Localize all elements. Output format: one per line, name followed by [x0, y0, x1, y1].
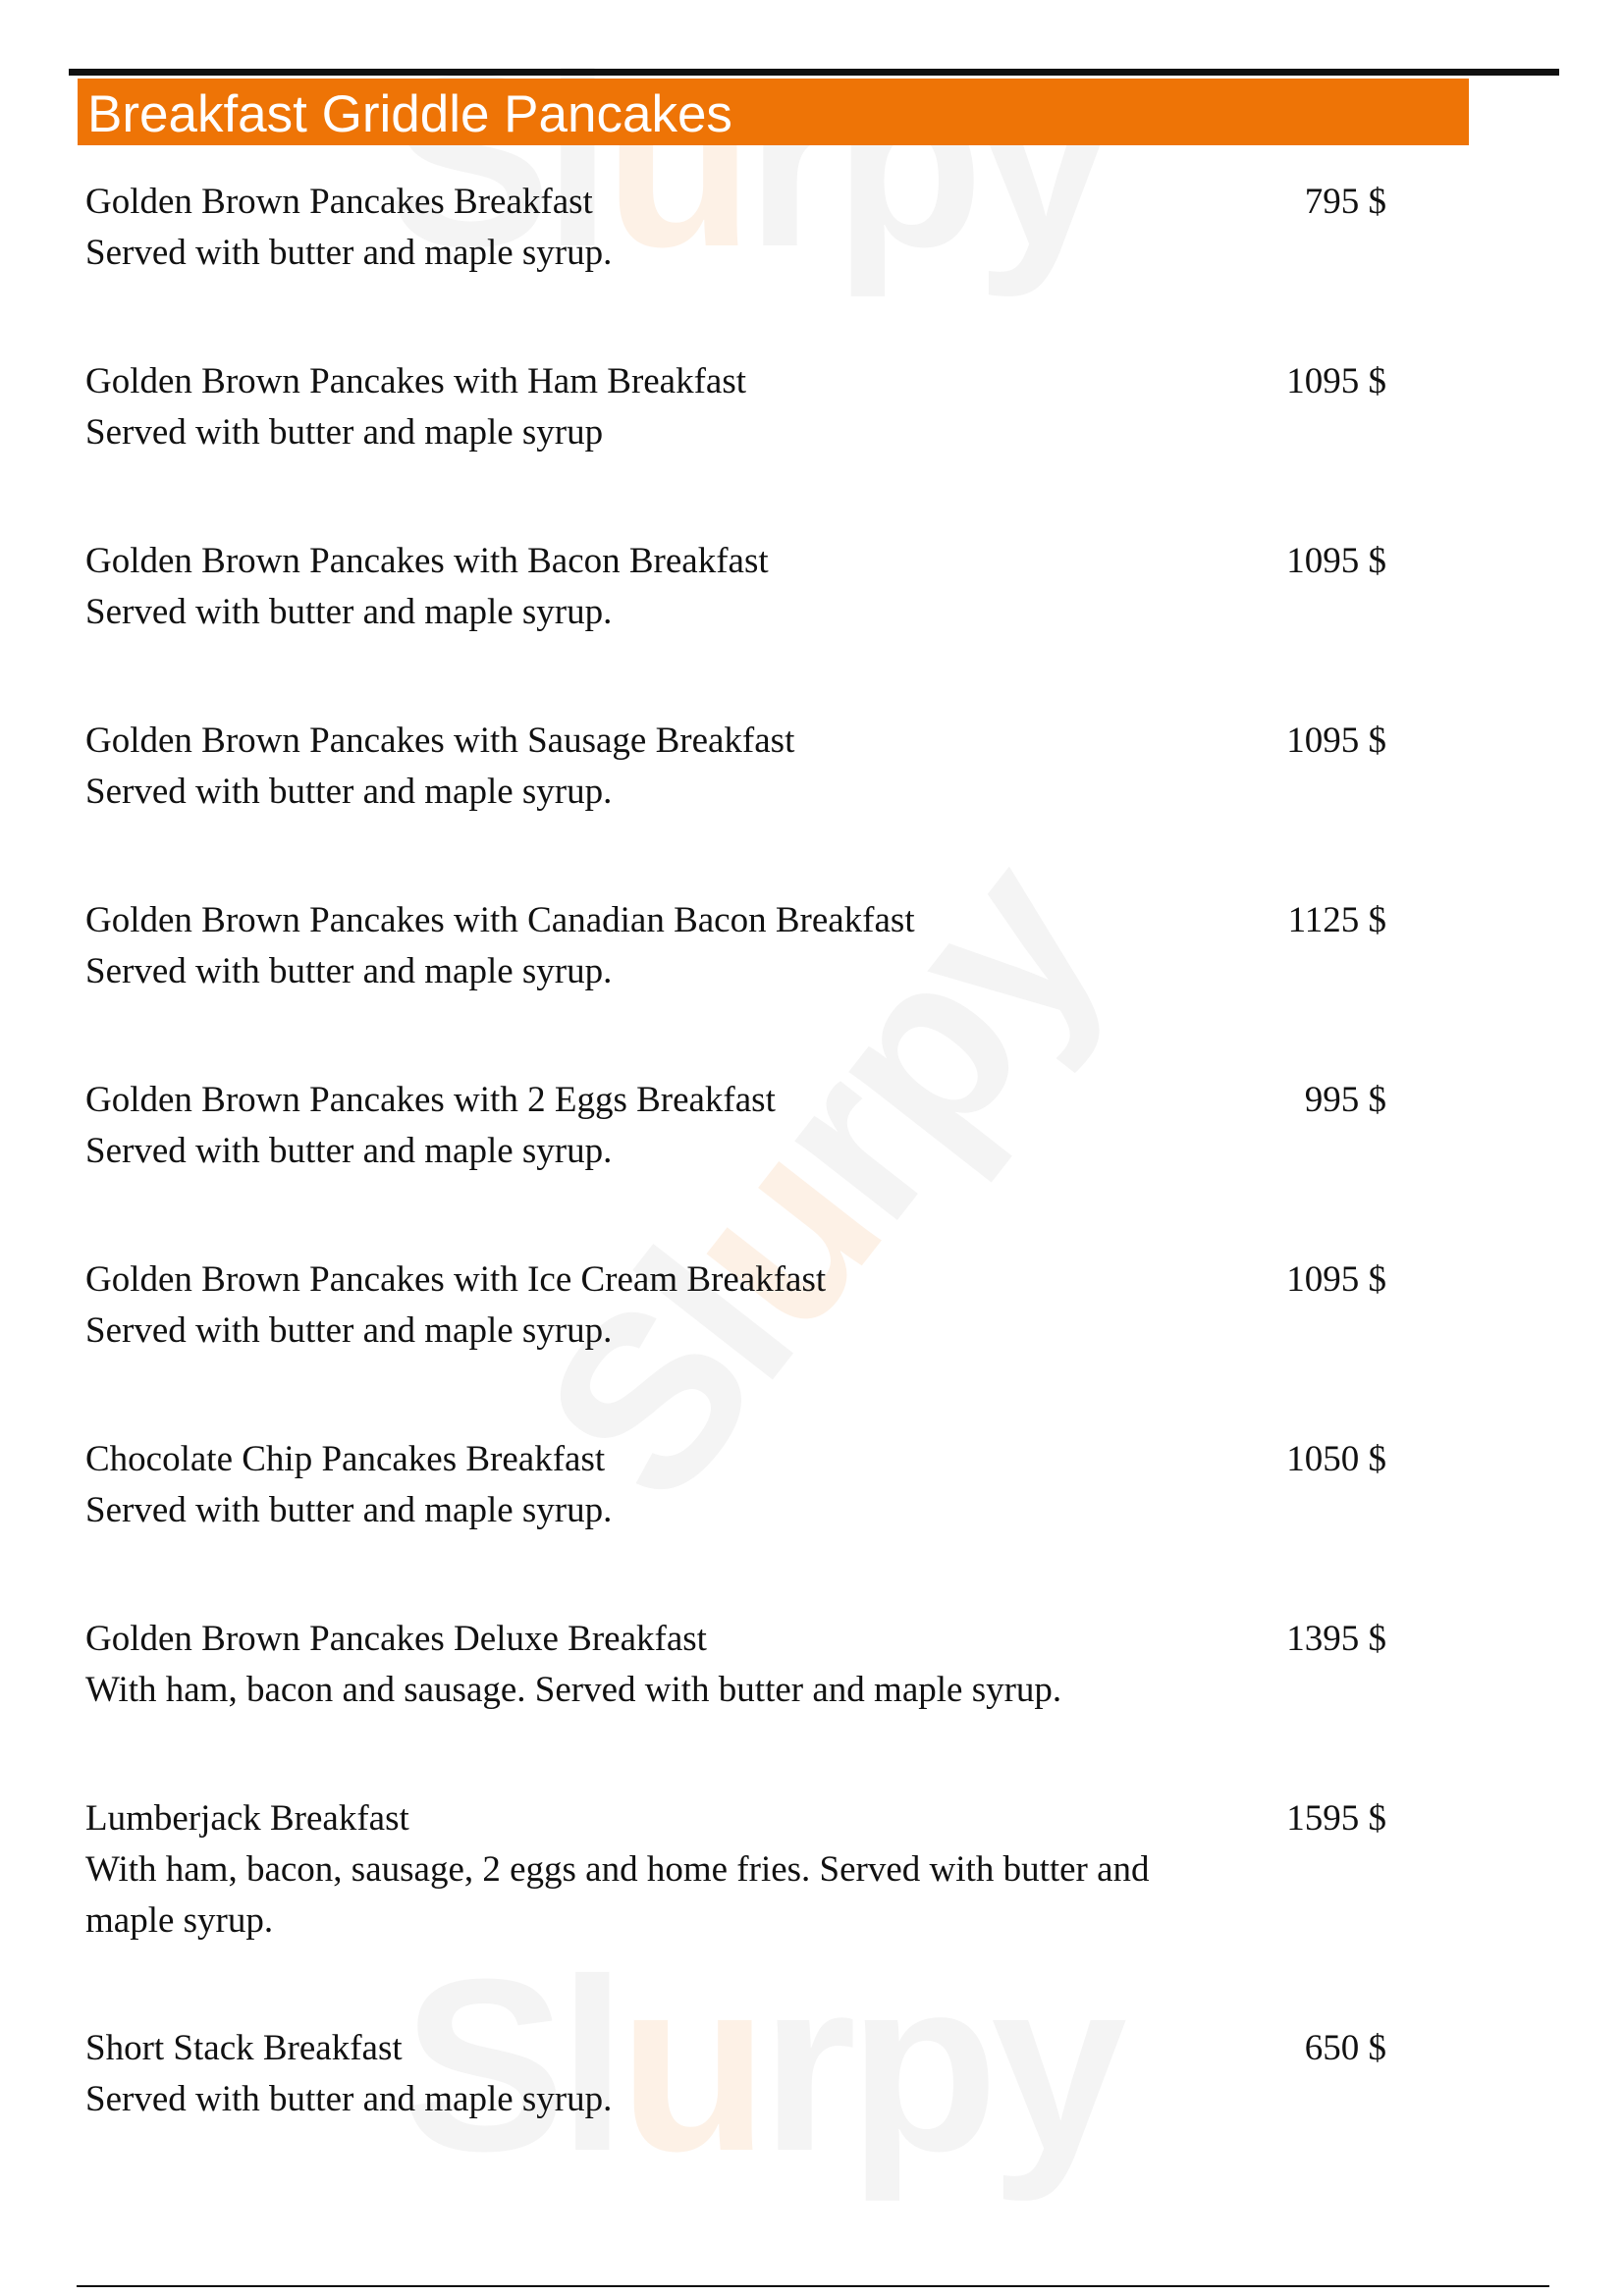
- item-name: Golden Brown Pancakes with Sausage Breakfast: [85, 721, 795, 761]
- item-name: Golden Brown Pancakes with 2 Eggs Breakfast: [85, 1080, 776, 1120]
- item-price: 650 $: [1304, 2028, 1386, 2068]
- item-description: Served with butter and maple syrup.: [85, 1490, 613, 1530]
- item-description: Served with butter and maple syrup.: [85, 772, 613, 812]
- item-description: Served with butter and maple syrup.: [85, 233, 613, 273]
- item-description: Served with butter and maple syrup: [85, 412, 604, 453]
- watermark-highlight: u: [604, 24, 746, 297]
- item-price: 1395 $: [1286, 1619, 1386, 1659]
- section-header: [78, 79, 1469, 145]
- item-price: 1095 $: [1286, 721, 1386, 761]
- item-name: Golden Brown Pancakes Breakfast: [85, 182, 593, 222]
- item-price: 1050 $: [1286, 1439, 1386, 1479]
- item-price: 1095 $: [1286, 541, 1386, 581]
- menu-item: [85, 716, 1386, 818]
- menu-item: [85, 536, 1386, 638]
- menu-item: [85, 895, 1386, 997]
- item-name: Golden Brown Pancakes with Bacon Breakfast: [85, 541, 769, 581]
- bottom-divider: [77, 2285, 1549, 2287]
- watermark-highlight: u: [619, 1928, 761, 2202]
- watermark-highlight: u: [623, 1096, 928, 1378]
- item-price: 1095 $: [1286, 361, 1386, 401]
- item-name: Golden Brown Pancakes with Canadian Bacon Breakfast: [85, 900, 915, 940]
- menu-item: [85, 1075, 1386, 1177]
- item-price: 1595 $: [1286, 1798, 1386, 1839]
- item-price: 1125 $: [1287, 900, 1386, 940]
- item-description: With ham, bacon, sausage, 2 eggs and home fries. Served with butter and maple syrup.: [85, 1849, 1150, 1941]
- menu-item: [85, 1255, 1386, 1357]
- item-price: 995 $: [1304, 1080, 1386, 1120]
- item-description: Served with butter and maple syrup.: [85, 1131, 613, 1171]
- watermark-suffix: [712, 815, 1149, 1265]
- menu-item: [85, 1793, 1386, 1947]
- item-name: Golden Brown Pancakes with Ice Cream Breakfast: [85, 1259, 827, 1300]
- top-divider: [69, 69, 1559, 76]
- menu-item: [85, 177, 1386, 279]
- item-description: Served with butter and maple syrup.: [85, 1310, 613, 1351]
- menu-item: [85, 2023, 1386, 2125]
- item-name: Golden Brown Pancakes Deluxe Breakfast: [85, 1619, 707, 1659]
- item-name: Chocolate Chip Pancakes Breakfast: [85, 1439, 606, 1479]
- item-description: Served with butter and maple syrup.: [85, 592, 613, 632]
- menu-item: [85, 356, 1386, 458]
- menu-item: [85, 1434, 1386, 1536]
- item-name: Golden Brown Pancakes with Ham Breakfast: [85, 361, 747, 401]
- item-price: 795 $: [1304, 182, 1386, 222]
- item-description: Served with butter and maple syrup.: [85, 951, 613, 991]
- item-description: Served with butter and maple syrup.: [85, 2079, 613, 2119]
- item-name: Lumberjack Breakfast: [85, 1798, 409, 1839]
- menu-item: [85, 1614, 1386, 1716]
- item-name: Short Stack Breakfast: [85, 2028, 403, 2068]
- item-description: With ham, bacon and sausage. Served with butter and maple syrup.: [85, 1670, 1062, 1710]
- section-title: Breakfast Griddle Pancakes: [87, 84, 732, 143]
- item-price: 1095 $: [1286, 1259, 1386, 1300]
